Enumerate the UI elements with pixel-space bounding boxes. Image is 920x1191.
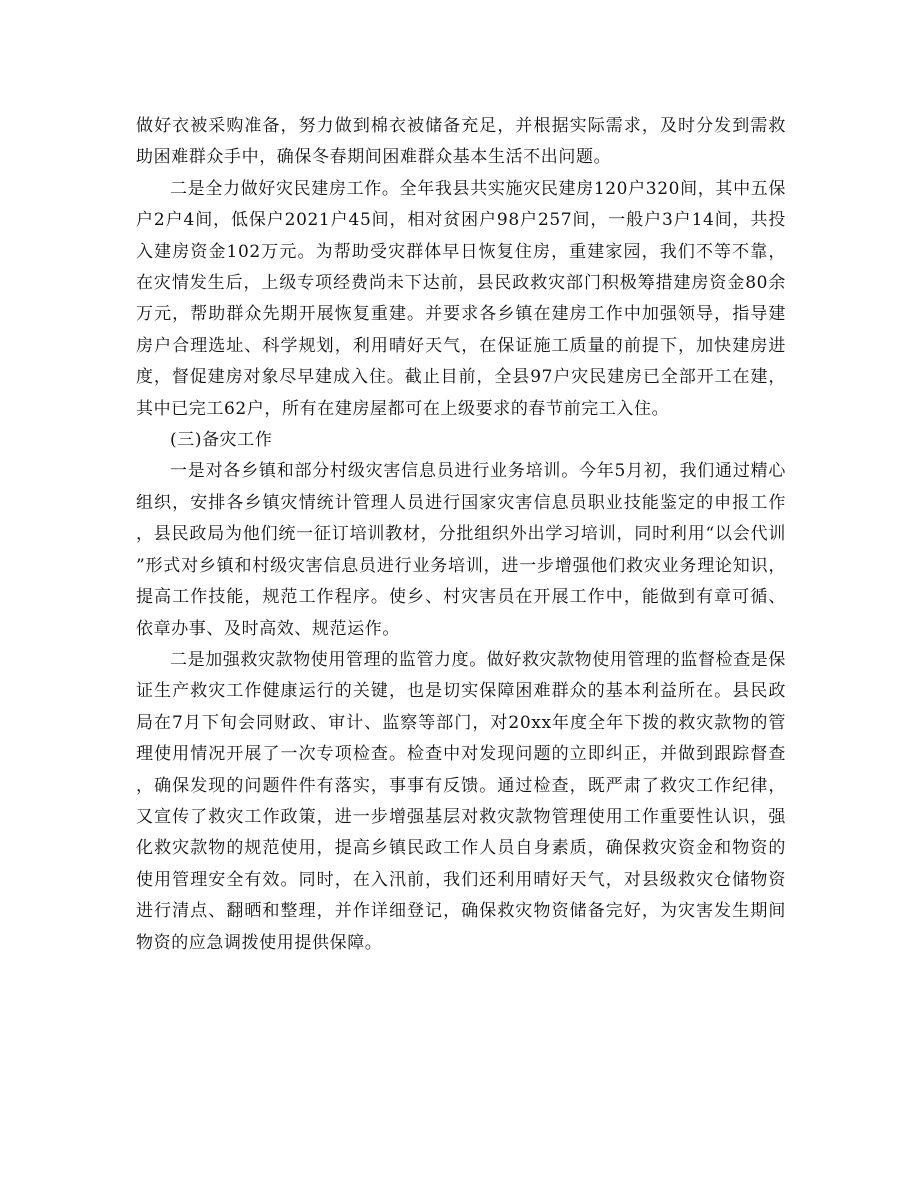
section-heading-disaster-preparedness: (三)备灾工作 (170, 430, 273, 451)
document-body (136, 111, 786, 959)
paragraph-housing-work: 二是全力做好灾民建房工作。全年我县共实施灾民建房120户320间，其中五保户2户4间，低保户2021户45间，相对贫困户98户257间，一般户3户14间，共投入建房资金102万元。为帮助受灾群体早日恢复住房，重建家园，我们不等不靠，在灾情发生后，上级专项经费尚未下达前，县民政救灾部门积极筹措建房资金80余万元，帮助群众先期开展恢复重建。并要求各乡镇在建房工作中加强领导，指导建房户合理选址、科学规划，利用晴好天气，在保证施工质量的前提下，加快建房进度，督促建房对象尽早建成入住。截止目前，全县97户灾民建房已全部开工在建，其中已完工62户，所有在建房屋都可在上级要求的春节前完工入住。 (136, 178, 786, 419)
paragraph-training: 一是对各乡镇和部分村级灾害信息员进行业务培训。今年5月初，我们通过精心组织，安排各乡镇灾情统计管理人员进行国家灾害信息员职业技能鉴定的申报工作，县民政局为他们统一征订培训教材，分批组织外出学习培训，同时利用“以会代训”形式对乡镇和村级灾害信息员进行业务培训，进一步增强他们救灾业务理论知识，提高工作技能，规范工作程序。使乡、村灾害员在开展工作中，能做到有章可循、依章办事、及时高效、规范运作。 (136, 461, 786, 639)
paragraph-continuation: 做好衣被采购准备，努力做到棉衣被储备充足，并根据实际需求，及时分发到需救助困难群众手中，确保冬春期间困难群众基本生活不出问题。 (136, 116, 786, 168)
paragraph-supervision: 二是加强救灾款物使用管理的监管力度。做好救灾款物使用管理的监督检查是保证生产救灾工作健康运行的关键，也是切实保障困难群众的基本利益所在。县民政局在7月下旬会同财政、审计、监察等部门，对20xx年度全年下拨的救灾款物的管理使用情况开展了一次专项检查。检查中对发现问题的立即纠正，并做到跟踪督查，确保发现的问题件件有落实，事事有反馈。通过检查，既严肃了救灾工作纪律，又宣传了救灾工作政策，进一步增强基层对救灾款物管理使用工作重要性认识，强化救灾款物的规范使用，提高乡镇民政工作人员自身素质，确保救灾资金和物资的使用管理安全有效。同时，在入汛前，我们还利用晴好天气，对县级救灾仓储物资进行清点、翻晒和整理，并作详细登记，确保救灾物资储备完好，为灾害发生期间物资的应急调拨使用提供保障。 (136, 649, 786, 953)
